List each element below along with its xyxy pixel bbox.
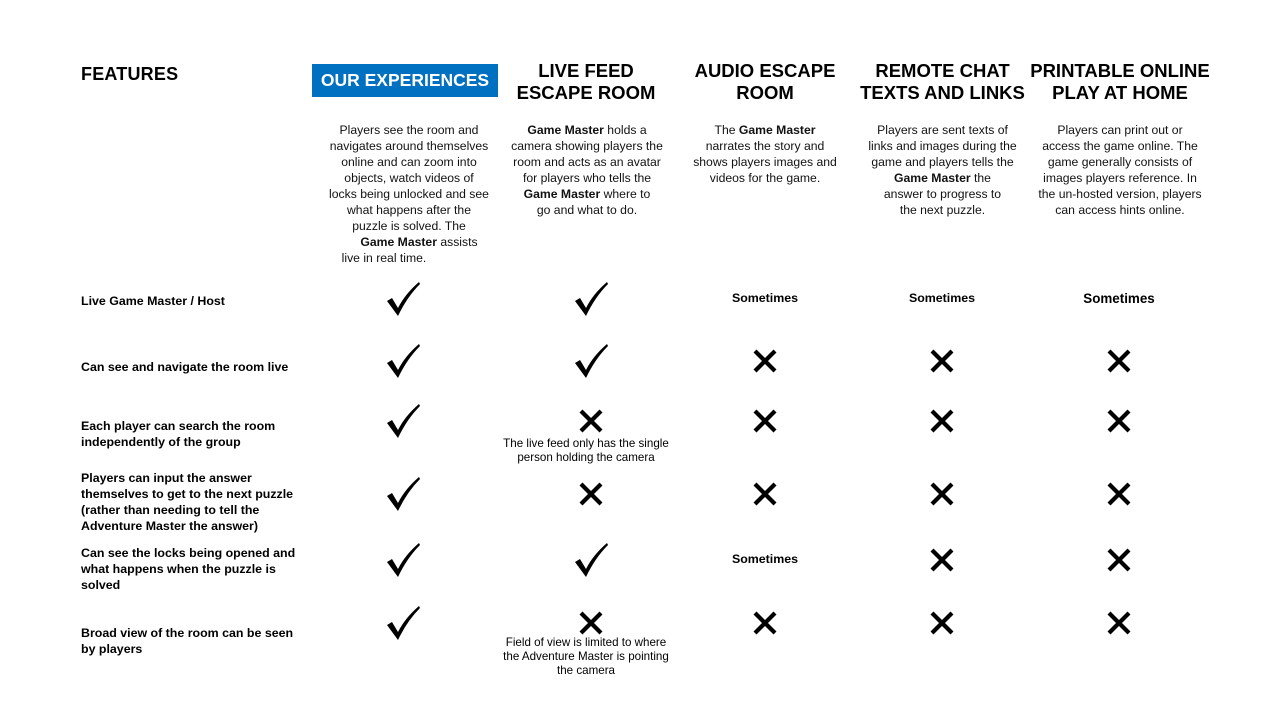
check-icon [571,279,611,319]
description-line: live in real time. [341,251,427,265]
row-label-line: Can see and navigate the room live [81,360,289,374]
features-heading: FEATURES [81,64,179,84]
description-line: videos for the game. [709,171,821,185]
cross-icon [922,341,962,381]
description-line: access the game online. The [1042,139,1198,153]
cross-icon [1099,341,1139,381]
column-header-line: LIVE FEED [538,60,634,81]
check-icon [383,401,423,441]
cross-icon [745,474,785,514]
check-icon [383,341,423,381]
cross-icon [1099,540,1139,580]
cross-icon [745,341,785,381]
row-label-line: Players can input the answer [81,471,252,485]
cross-icon [571,401,611,441]
cross-icon [922,540,962,580]
description-live-feed [500,122,674,218]
column-header-line: TEXTS AND LINKS [860,82,1025,103]
cross-icon [571,474,611,514]
column-header-printable [1030,60,1210,104]
sometimes-label: Sometimes [908,291,976,305]
game-master-term: Game Master [738,123,816,137]
row-label-line: themselves to get to the next puzzle [81,487,294,501]
game-master-term: Game Master [523,187,601,201]
cross-icon [1099,603,1139,643]
row-label-line: solved [81,578,121,592]
cross-icon [1099,474,1139,514]
row-label-line: independently of the group [81,435,241,449]
description-line [318,234,500,250]
description-line: game generally consists of [1047,155,1193,169]
row-label-line: Adventure Master the answer) [81,519,258,533]
sometimes-label: Sometimes [731,291,799,305]
check-icon [383,279,423,319]
description-line: objects, watch videos of [344,171,474,185]
cell-note-line: The live feed only has the single [503,437,669,450]
check-icon [571,540,611,580]
column-header-audio [680,60,850,104]
description-fragment: where to [600,187,651,201]
description-fragment: the [970,171,991,185]
column-header-line: REMOTE CHAT [875,60,1010,81]
description-line [680,122,850,138]
column-header-line: ROOM [736,82,794,103]
description-line: camera showing players the [511,139,663,153]
column-header-line: ESCAPE ROOM [516,82,656,103]
row-label-line: Live Game Master / Host [81,294,225,308]
description-line: room and acts as an avatar [513,155,661,169]
description-line: answer to progress to [883,187,1002,201]
check-icon [383,474,423,514]
game-master-term: Game Master [894,171,971,185]
description-line: narrates the story and [705,139,825,153]
column-header-our-experiences: OUR EXPERIENCES [312,64,498,97]
description-line: online and can zoom into [341,155,477,169]
description-line: Players can print out or [1057,123,1183,137]
row-label-line: Can see the locks being opened and [81,546,296,560]
cell-note-line: the Adventure Master is pointing [503,650,669,663]
row-label [81,293,311,309]
game-master-term: Game Master [527,123,604,137]
check-icon [383,540,423,580]
description-line: Players are sent texts of [877,123,1008,137]
cross-icon [922,474,962,514]
row-label-line: Each player can search the room [81,419,276,433]
description-line: game and players tells the [871,155,1014,169]
description-line: can access hints online. [1055,203,1185,217]
cell-note-line: the camera [557,664,615,677]
row-label [81,470,311,534]
description-fragment: assists [436,235,478,249]
description-line: shows players images and [693,155,837,169]
description-line: images players reference. In [1043,171,1197,185]
row-label-line: what happens when the puzzle is [81,562,276,576]
description-line: links and images during the [868,139,1017,153]
description-line: locks being unlocked and see [329,187,489,201]
cell-note [491,437,681,465]
row-label [81,359,311,375]
description-line: for players who tells the [522,171,652,185]
cross-icon [1099,401,1139,441]
description-printable [1030,122,1210,218]
check-icon [383,603,423,643]
row-label-line: by players [81,642,143,656]
description-fragment: The [714,123,739,137]
description-line [855,170,1030,186]
column-header-line: AUDIO ESCAPE [694,60,836,81]
sometimes-label: Sometimes [731,552,799,566]
description-line: what happens after the [347,203,471,217]
description-line: go and what to do. [536,203,638,217]
description-line: the un-hosted version, players [1038,187,1202,201]
column-header-remote-chat [855,60,1030,104]
cell-note [491,636,681,678]
column-header-live-feed [500,60,672,104]
cross-icon [745,603,785,643]
description-line: puzzle is solved. The [352,219,466,233]
description-line: Players see the room and [339,123,479,137]
row-label [81,625,311,657]
row-label-line: (rather than needing to tell the [81,503,260,517]
cross-icon [922,401,962,441]
description-fragment: holds a [603,123,647,137]
cell-note-line: person holding the camera [517,451,655,464]
cross-icon [922,603,962,643]
check-icon [571,341,611,381]
game-master-term: Game Master [360,235,437,249]
cell-note-line: Field of view is limited to where [505,636,667,649]
description-line [500,186,674,202]
cross-icon [745,401,785,441]
description-remote-chat [855,122,1030,218]
sometimes-label: Sometimes [1083,291,1155,306]
row-label [81,545,311,593]
description-line [500,122,674,138]
row-label [81,418,311,450]
row-label-line: Broad view of the room can be seen [81,626,294,640]
column-header-line: PRINTABLE ONLINE [1030,60,1210,81]
column-header-line: PLAY AT HOME [1052,82,1188,103]
description-line: the next puzzle. [899,203,986,217]
description-audio [680,122,850,186]
description-line: navigates around themselves [329,139,489,153]
description-our-experiences [318,122,500,266]
